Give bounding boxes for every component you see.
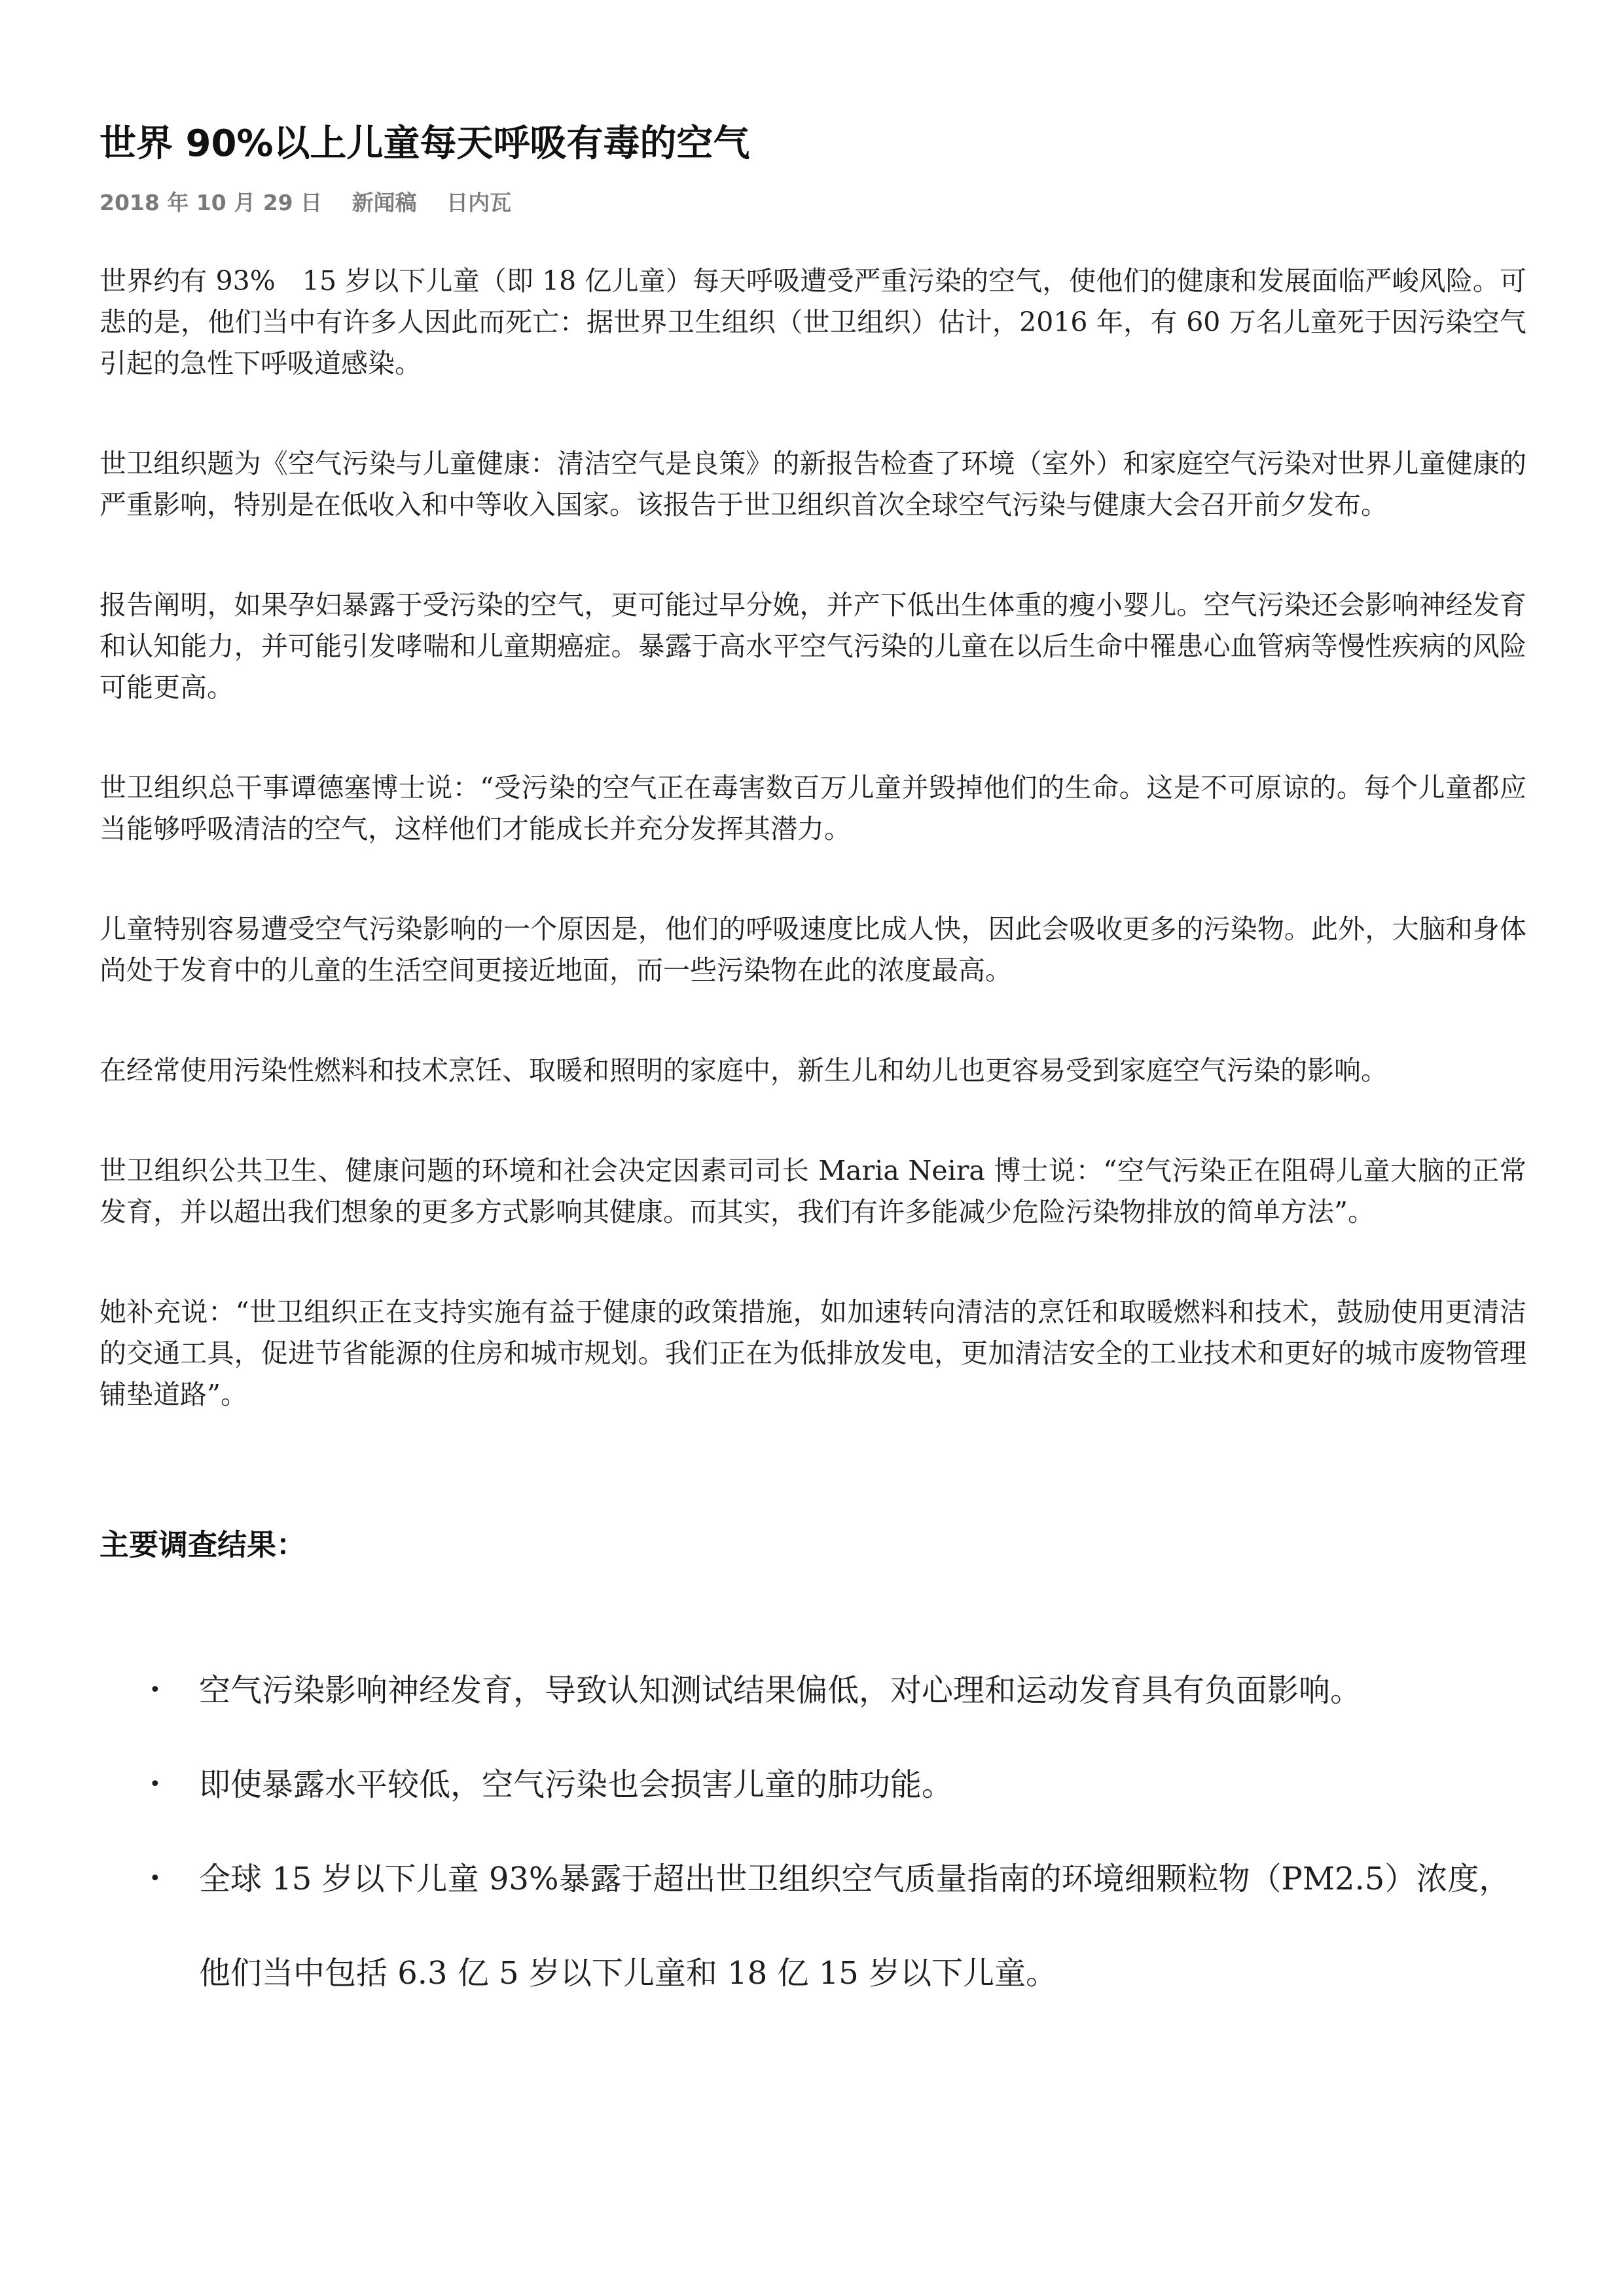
bullet-icon: • [149,1773,161,1796]
article-type: 新闻稿 [352,190,417,215]
bullet-icon: • [149,1679,161,1702]
paragraph-1: 世界约有 93% 15 岁以下儿童（即 18 亿儿童）每天呼吸遭受严重污染的空气，使他们的健康和发展面临严峻风险。可悲的是，他们当中有许多人因此而死亡：据世界卫生组织（世卫组织）估计，2016 年，有 60 万名儿童死于因污染空气引起的急性下呼吸道感染。 [99,265,1526,379]
bullet-icon: • [149,1867,161,1890]
finding-text: 空气污染影响神经发育，导致认知测试结果偏低，对心理和运动发育具有负面影响。 [199,1672,1362,1709]
section-heading-key-findings: 主要调查结果： [99,1527,306,1562]
paragraph-8: 她补充说：“世卫组织正在支持实施有益于健康的政策措施，如加速转向清洁的烹饪和取暖燃料和技术，鼓励使用更清洁的交通工具，促进节省能源的住房和城市规划。我们正在为低排放发电，更加清洁安全的工业技术和更好的城市废物管理铺垫道路”。 [99,1296,1526,1410]
list-item [99,1832,1526,2020]
article-body [99,261,1526,1474]
paragraph-7: 世卫组织公共卫生、健康问题的环境和社会决定因素司司长 Maria Neira 博士说：“空气污染正在阻碍儿童大脑的正常发育，并以超出我们想象的更多方式影响其健康。而其实，我们有许多能减少危险污染物排放的简单方法”。 [99,1155,1526,1228]
article-location: 日内瓦 [446,190,512,215]
list-item [99,1738,1526,1832]
paragraph-4: 世卫组织总干事谭德塞博士说：“受污染的空气正在毒害数百万儿童并毁掉他们的生命。这是不可原谅的。每个儿童都应当能够呼吸清洁的空气，这样他们才能成长并充分发挥其潜力。 [99,772,1526,845]
list-item [99,1643,1526,1738]
paragraph-6: 在经常使用污染性燃料和技术烹饪、取暖和照明的家庭中，新生儿和幼儿也更容易受到家庭空气污染的影响。 [99,1055,1388,1086]
finding-text: 全球 15 岁以下儿童 93%暴露于超出世卫组织空气质量指南的环境细颗粒物（PM2.5）浓度，他们当中包括 6.3 亿 5 岁以下儿童和 18 亿 15 岁以下儿童。 [199,1861,1511,1992]
finding-text: 即使暴露水平较低，空气污染也会损害儿童的肺功能。 [199,1766,954,1803]
paragraph-2: 世卫组织题为《空气污染与儿童健康：清洁空气是良策》的新报告检查了环境（室外）和家庭空气污染对世界儿童健康的严重影响，特别是在低收入和中等收入国家。该报告于世卫组织首次全球空气污染与健康大会召开前夕发布。 [99,448,1526,520]
paragraph-3: 报告阐明，如果孕妇暴露于受污染的空气，更可能过早分娩，并产下低出生体重的瘦小婴儿。空气污染还会影响神经发育和认知能力，并可能引发哮喘和儿童期癌症。暴露于高水平空气污染的儿童在以后生命中罹患心血管病等慢性疾病的风险可能更高。 [99,589,1526,703]
paragraph-5: 儿童特别容易遭受空气污染影响的一个原因是，他们的呼吸速度比成人快，因此会吸收更多的污染物。此外，大脑和身体尚处于发育中的儿童的生活空间更接近地面，而一些污染物在此的浓度最高。 [99,913,1526,986]
key-findings-list [99,1643,1526,2020]
article-meta [99,189,533,217]
article-date: 2018 年 10 月 29 日 [99,190,323,215]
article-title: 世界 90%以上儿童每天呼吸有毒的空气 [99,122,750,165]
